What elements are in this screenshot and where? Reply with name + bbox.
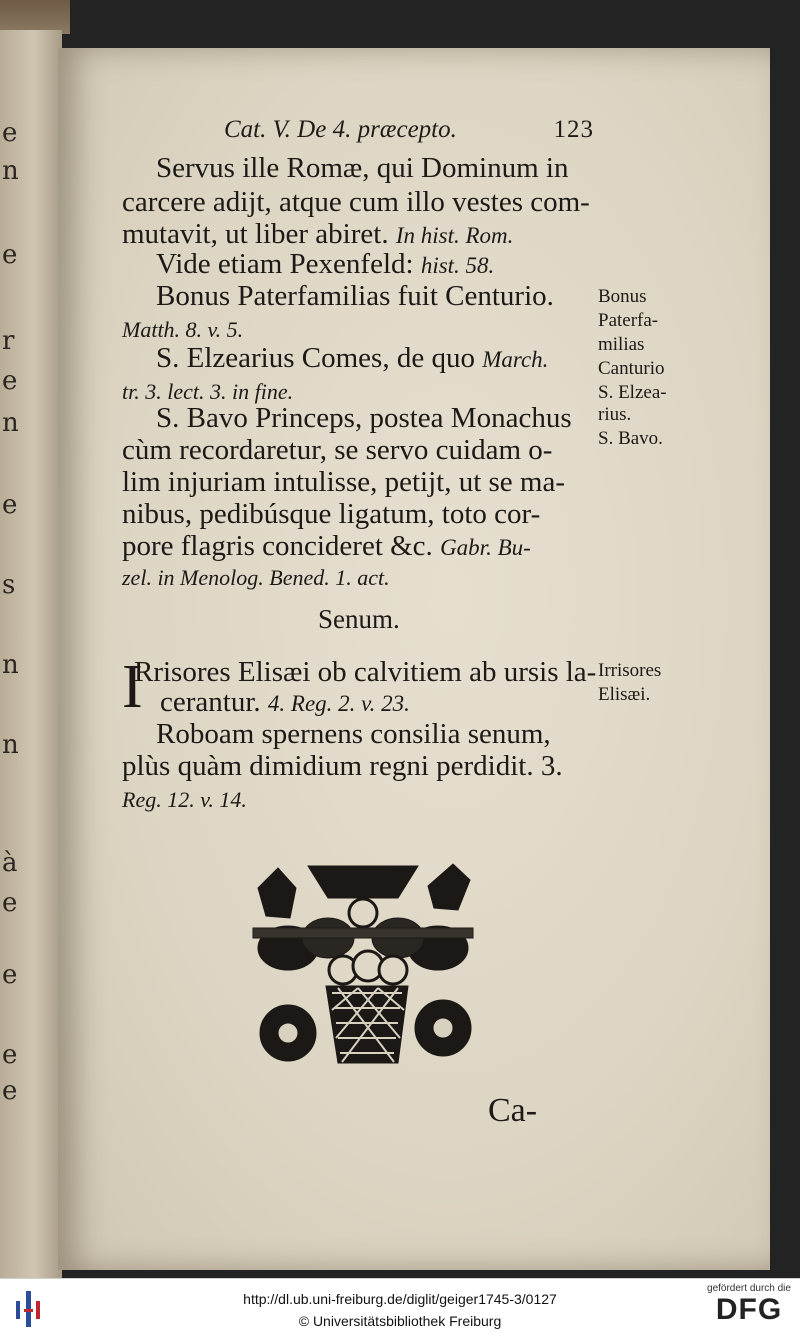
marginal-note: Elisæi. (598, 684, 651, 705)
section-heading: Senum. (318, 604, 400, 634)
text-line: Roboam spernens consilia senum, (156, 718, 551, 750)
left-page-fragment: e (2, 366, 18, 396)
text-line: plùs quàm dimidium regni perdidit. 3. (122, 750, 563, 782)
text-line: Bonus Paterfamilias fuit Centurio. (156, 280, 554, 312)
text-line: pore flagris concideret &c. Gabr. Bu- (122, 530, 531, 562)
left-page-fragment: n (2, 408, 19, 438)
left-page-fragment: à (2, 848, 18, 878)
text-line: tr. 3. lect. 3. in fine. (122, 379, 294, 404)
catchword: Ca- (488, 1092, 538, 1129)
text-line: Matth. 8. v. 5. (122, 317, 244, 342)
left-page-fragment: r (2, 326, 15, 356)
drop-capital: I (122, 653, 143, 721)
left-page-fragment: s (2, 570, 16, 600)
text-line: mutavit, ut liber abiret. In hist. Rom. (122, 218, 514, 250)
copyright-text: © Universitätsbibliothek Freiburg (298, 1313, 502, 1329)
marginal-note: rius. (598, 404, 632, 425)
text-line: carcere adijt, atque cum illo vestes com- (122, 186, 590, 218)
dfg-logo (706, 1283, 792, 1335)
text-line: cerantur. 4. Reg. 2. v. 23. (160, 686, 410, 718)
text-line: Rrisores Elisæi ob calvitiem ab ursis la- (134, 656, 597, 688)
dfg-wordmark: DFG (715, 1293, 783, 1326)
page-number: 123 (553, 116, 594, 143)
page-url-link[interactable]: http://dl.ub.uni-freiburg.de/diglit/geiger1745-3/0127 (243, 1291, 557, 1307)
marginal-note: Bonus (598, 286, 647, 307)
left-page-fragment: e (2, 888, 18, 918)
marginal-note: S. Elzea- (598, 382, 667, 403)
previous-page-edge (0, 30, 62, 1278)
left-page-fragment: e (2, 490, 18, 520)
marginal-note: Paterfa- (598, 310, 659, 331)
running-head (224, 116, 594, 144)
text-line: nibus, pedibúsque ligatum, toto cor- (122, 498, 541, 530)
text-line: S. Bavo Princeps, postea Monachus (156, 402, 572, 434)
left-page-fragment: e (2, 1076, 18, 1106)
marginal-note: Canturio (598, 358, 665, 379)
left-page-fragment: n (2, 156, 19, 186)
left-page-fragment: n (2, 650, 19, 680)
left-page-fragment: e (2, 1040, 18, 1070)
text-line: S. Elzearius Comes, de quo March. (156, 342, 549, 374)
flower-basket-icon (248, 858, 478, 1078)
text-line: Servus ille Romæ, qui Dominum in (156, 152, 569, 184)
text-line: zel. in Menolog. Bened. 1. act. (122, 565, 390, 590)
marginal-note: milias (598, 334, 645, 355)
left-page-fragment: n (2, 730, 19, 760)
text-line: lim injuriam intulisse, petijt, ut se ma- (122, 466, 566, 498)
left-page-fragment: e (2, 240, 18, 270)
left-page-fragment: e (2, 960, 18, 990)
left-page-fragment: e (2, 118, 18, 148)
marginal-note: Irrisores (598, 660, 662, 681)
running-head-title: Cat. V. De 4. præcepto. (224, 116, 457, 143)
book-edge (0, 0, 70, 34)
text-line: Vide etiam Pexenfeld: hist. 58. (156, 248, 495, 280)
text-line: cùm recordaretur, se servo cuidam o- (122, 434, 553, 466)
footer-bar (0, 1278, 800, 1337)
dfg-caption: gefördert durch die (707, 1283, 791, 1294)
marginal-note: S. Bavo. (598, 428, 663, 449)
text-line: Reg. 12. v. 14. (122, 787, 247, 812)
